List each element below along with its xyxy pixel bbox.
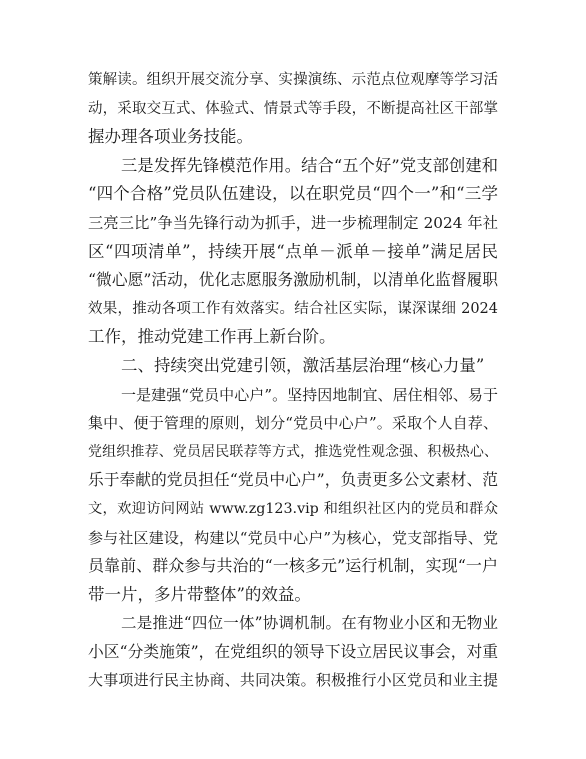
paragraph-line: 效果，推动各项工作有效落实。结合社区实际，谋深谋细 2024: [88, 300, 498, 317]
paragraph-line: 策解读。组织开展交流分享、实操演练、示范点位观摩等学习活: [88, 72, 498, 88]
paragraph-line: 小区“分类施策”，在党组织的领导下设立居民议事会，对重: [88, 641, 498, 661]
paragraph-line: 乐于奉献的党员担任“党员中心户”，负责更多公文素材、范: [88, 470, 498, 490]
paragraph-line: 三亮三比”争当先锋行动为抓手，进一步梳理制定 2024 年社: [88, 213, 498, 232]
paragraph-line: 二是推进“四位一体”协调机制。在有物业小区和无物业: [121, 614, 498, 633]
paragraph-line: 大事项进行民主协商、共同决策。积极推行小区党员和业主提: [88, 671, 498, 690]
paragraph-line: 三是发挥先锋模范作用。结合“五个好”党支部创建和: [121, 155, 498, 175]
paragraph-line: 参与社区建设，构建以“党员中心户”为核心，党支部指导、党: [88, 528, 498, 547]
section-heading: 二、持续突出党建引领，激活基层治理“核心力量”: [121, 355, 485, 375]
paragraph-line: 动，采取交互式、体验式、情景式等手段，不断提高社区干部掌: [88, 100, 498, 117]
paragraph-line: 工作，推动党建工作再上新台阶。: [88, 327, 336, 347]
paragraph-line: 区“四项清单”，持续开展“点单－派单－接单”满足居民: [88, 241, 498, 261]
paragraph-line: 文，欢迎访问网站 www.zg123.vip 和组织社区内的党员和群众: [88, 500, 498, 517]
paragraph-line: 党组织推荐、党员居民联荐等方式，推选党性观念强、积极热心、: [88, 443, 498, 460]
document-body: [88, 66, 498, 695]
paragraph-line: 集中、便于管理的原则，划分“党员中心户”。采取个人自荐、: [88, 414, 498, 433]
paragraph-line: “微心愿”活动，优化志愿服务激励机制，以清单化监督履职: [88, 270, 498, 290]
paragraph-line: 员靠前、群众参与共治的“一核多元”运行机制，实现“一户: [88, 556, 498, 576]
paragraph-line: 握办理各项业务技能。: [88, 127, 253, 147]
paragraph-line: 带一片，多片带整体”的效益。: [88, 584, 311, 604]
paragraph-line: “四个合格”党员队伍建设，以在职党员“四个一”和“三学: [88, 184, 498, 204]
paragraph-line: 一是建强“党员中心户”。坚持因地制宜、居住相邻、易于: [121, 385, 498, 404]
